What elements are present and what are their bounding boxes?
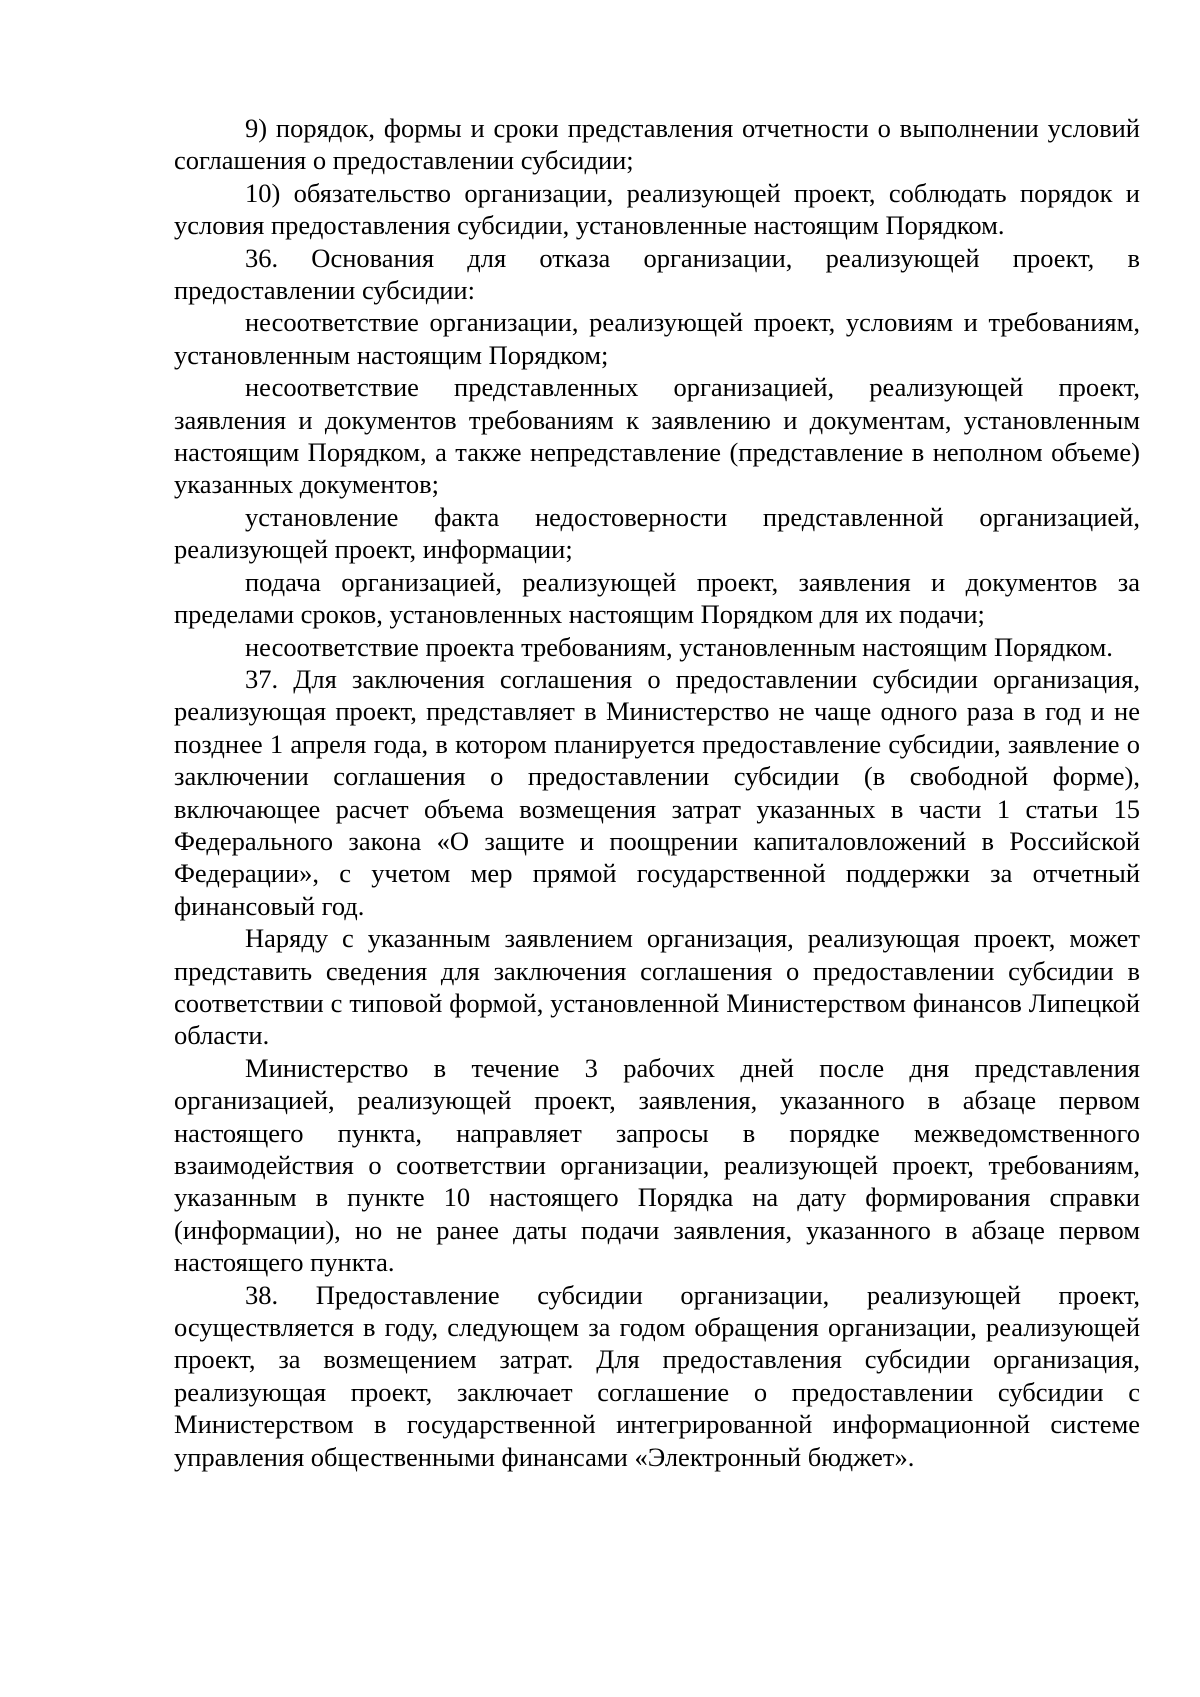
paragraph-refusal-ground-2: несоответствие представленных организацией, реализующей проект, заявления и документов требованиям к заявлению и документам, установленным настоящим Порядком, а также непредставление (представление в неполном объеме) указанных документов; — [174, 372, 1140, 500]
paragraph-refusal-ground-3: установление факта недостоверности представленной организацией, реализующей проект, информации; — [174, 501, 1140, 565]
paragraph-section-36: 36. Основания для отказа организации, реализующей проект, в предоставлении субсидии: — [174, 242, 1140, 306]
paragraph-refusal-ground-4: подача организацией, реализующей проект, заявления и документов за пределами сроков, установленных настоящим Порядком для их подачи; — [174, 566, 1140, 630]
paragraph-item-10: 10) обязательство организации, реализующей проект, соблюдать порядок и условия предоставления субсидии, установленные настоящим Порядком. — [174, 177, 1140, 241]
paragraph-section-37-info: Наряду с указанным заявлением организация, реализующая проект, может представить сведения для заключения соглашения о предоставлении субсидии в соответствии с типовой формой, установленной Министерством финансов Липецкой области. — [174, 923, 1140, 1051]
paragraph-section-37-ministry: Министерство в течение 3 рабочих дней после дня представления организацией, реализующей проект, заявления, указанного в абзаце первом настоящего пункта, направляет запросы в порядке межведомственного взаимодействия о соответствии организации, реализующей проект, требованиям, указанным в пункте 10 настоящего Порядка на дату формирования справки (информации), но не ранее даты подачи заявления, указанного в абзаце первом настоящего пункта. — [174, 1052, 1140, 1278]
paragraph-item-9: 9) порядок, формы и сроки представления отчетности о выполнении условий соглашения о предоставлении субсидии; — [174, 113, 1140, 176]
document-page — [174, 112, 1140, 1473]
paragraph-refusal-ground-5: несоответствие проекта требованиям, установленным настоящим Порядком. — [245, 631, 1113, 662]
paragraph-section-38: 38. Предоставление субсидии организации, реализующей проект, осуществляется в году, следующем за годом обращения организации, реализующей проект, за возмещением затрат. Для предоставления субсидии организация, реализующая проект, заключает соглашение о предоставлении субсидии с Министерством в государственной интегрированной информационной системе управления общественными финансами «Электронный бюджет». — [174, 1279, 1140, 1472]
paragraph-section-37: 37. Для заключения соглашения о предоставлении субсидии организация, реализующая проект, представляет в Министерство не чаще одного раза в год и не позднее 1 апреля года, в котором планируется предоставление субсидии, заявление о заключении соглашения о предоставлении субсидии (в свободной форме), включающее расчет объема возмещения затрат указанных в части 1 статьи 15 Федерального закона «О защите и поощрении капиталовложений в Российской Федерации», с учетом мер прямой государственной поддержки за отчетный финансовый год. — [174, 663, 1140, 921]
paragraph-refusal-ground-1: несоответствие организации, реализующей проект, условиям и требованиям, установленным настоящим Порядком; — [174, 307, 1140, 370]
